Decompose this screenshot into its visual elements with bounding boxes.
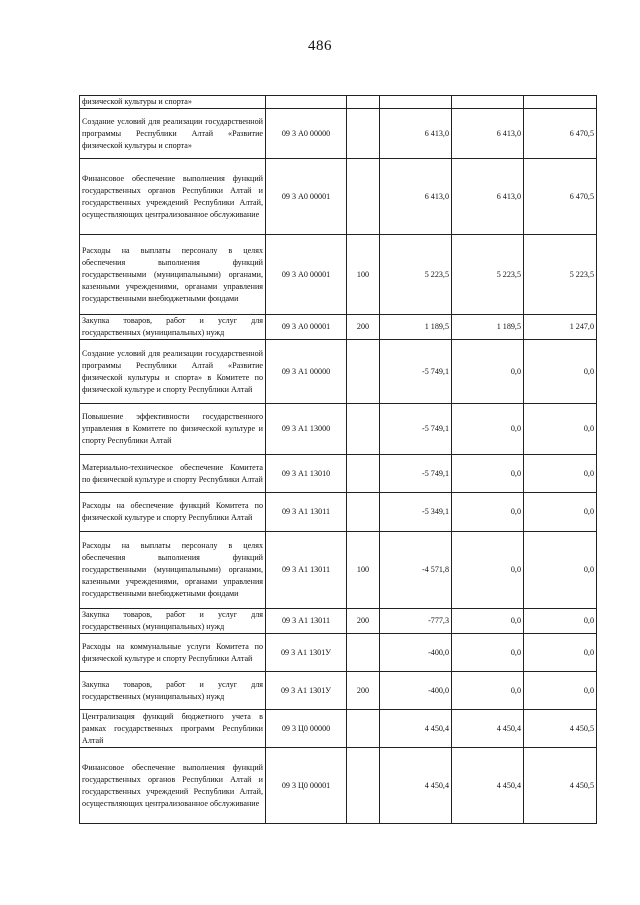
table-row	[80, 493, 597, 532]
budget-table-body	[80, 96, 597, 824]
amount-year1-cell: 1 189,5	[380, 315, 452, 340]
target-code-cell: 09 3 А0 00001	[266, 159, 347, 235]
amount-year2-cell	[452, 96, 524, 109]
amount-year2-cell: 0,0	[452, 455, 524, 493]
expense-name-cell: Расходы на выплаты персоналу в целях обеспечения выполнения функций государственными (муниципальными) органами, казенными учреждениями, органами управления государственными внебюджетными фондами	[80, 235, 266, 315]
target-code-cell: 09 3 А1 13000	[266, 404, 347, 455]
expense-name-cell: Закупка товаров, работ и услуг для государственных (муниципальных) нужд	[80, 315, 266, 340]
expense-type-cell: 200	[347, 609, 380, 634]
amount-year3-cell: 5 223,5	[524, 235, 597, 315]
expense-type-cell	[347, 710, 380, 748]
expense-type-cell	[347, 109, 380, 159]
expense-name-cell: Расходы на обеспечение функций Комитета по физической культуре и спорту Республики Алтай	[80, 493, 266, 532]
expense-type-cell	[347, 404, 380, 455]
table-row	[80, 315, 597, 340]
amount-year2-cell: 0,0	[452, 532, 524, 609]
expense-type-cell: 200	[347, 672, 380, 710]
expense-name-cell: Расходы на коммунальные услуги Комитета по физической культуре и спорту Республики Алтай	[80, 634, 266, 672]
target-code-cell: 09 3 А1 13010	[266, 455, 347, 493]
amount-year3-cell: 6 470,5	[524, 159, 597, 235]
amount-year2-cell: 0,0	[452, 672, 524, 710]
expense-type-cell	[347, 634, 380, 672]
expense-type-cell	[347, 340, 380, 404]
amount-year2-cell: 5 223,5	[452, 235, 524, 315]
amount-year1-cell: -5 349,1	[380, 493, 452, 532]
target-code-cell: 09 3 А1 1301У	[266, 634, 347, 672]
amount-year1-cell: -4 571,8	[380, 532, 452, 609]
amount-year1-cell: 6 413,0	[380, 159, 452, 235]
target-code-cell: 09 3 А1 13011	[266, 532, 347, 609]
amount-year2-cell: 0,0	[452, 340, 524, 404]
amount-year1-cell: -5 749,1	[380, 404, 452, 455]
expense-type-cell	[347, 159, 380, 235]
amount-year3-cell: 0,0	[524, 455, 597, 493]
table-row	[80, 235, 597, 315]
amount-year3-cell: 0,0	[524, 672, 597, 710]
amount-year3-cell: 0,0	[524, 532, 597, 609]
amount-year1-cell: -5 749,1	[380, 340, 452, 404]
amount-year2-cell: 1 189,5	[452, 315, 524, 340]
table-row	[80, 340, 597, 404]
target-code-cell	[266, 96, 347, 109]
amount-year2-cell: 6 413,0	[452, 109, 524, 159]
table-row	[80, 96, 597, 109]
amount-year2-cell: 0,0	[452, 609, 524, 634]
amount-year3-cell	[524, 96, 597, 109]
expense-name-cell: Закупка товаров, работ и услуг для государственных (муниципальных) нужд	[80, 672, 266, 710]
amount-year1-cell: -5 749,1	[380, 455, 452, 493]
amount-year3-cell: 6 470,5	[524, 109, 597, 159]
table-row	[80, 634, 597, 672]
table-row	[80, 748, 597, 824]
amount-year1-cell: 5 223,5	[380, 235, 452, 315]
amount-year1-cell: 6 413,0	[380, 109, 452, 159]
table-row	[80, 109, 597, 159]
expense-type-cell	[347, 748, 380, 824]
amount-year1-cell: 4 450,4	[380, 710, 452, 748]
amount-year3-cell: 0,0	[524, 404, 597, 455]
amount-year3-cell: 0,0	[524, 340, 597, 404]
amount-year3-cell: 0,0	[524, 634, 597, 672]
expense-name-cell: Финансовое обеспечение выполнения функций государственных органов Республики Алтай и государственных учреждений Республики Алтай, осуществляющих централизованное обслуживание	[80, 159, 266, 235]
target-code-cell: 09 3 Ц0 00000	[266, 710, 347, 748]
amount-year1-cell	[380, 96, 452, 109]
amount-year3-cell: 4 450,5	[524, 748, 597, 824]
table-row	[80, 532, 597, 609]
target-code-cell: 09 3 А1 1301У	[266, 672, 347, 710]
amount-year2-cell: 0,0	[452, 493, 524, 532]
amount-year1-cell: -400,0	[380, 672, 452, 710]
target-code-cell: 09 3 А1 00000	[266, 340, 347, 404]
amount-year1-cell: 4 450,4	[380, 748, 452, 824]
target-code-cell: 09 3 А0 00001	[266, 315, 347, 340]
expense-name-cell: Расходы на выплаты персоналу в целях обеспечения выполнения функций государственными (муниципальными) органами, казенными учреждениями, органами управления государственными внебюджетными фондами	[80, 532, 266, 609]
amount-year2-cell: 4 450,4	[452, 748, 524, 824]
target-code-cell: 09 3 Ц0 00001	[266, 748, 347, 824]
expense-type-cell: 100	[347, 235, 380, 315]
page-number: 486	[308, 38, 332, 54]
expense-type-cell	[347, 96, 380, 109]
table-row	[80, 159, 597, 235]
amount-year1-cell: -777,3	[380, 609, 452, 634]
target-code-cell: 09 3 А0 00000	[266, 109, 347, 159]
amount-year2-cell: 0,0	[452, 634, 524, 672]
expense-name-cell: Создание условий для реализации государственной программы Республики Алтай «Развитие физической культуры и спорта»	[80, 109, 266, 159]
expense-name-cell: Закупка товаров, работ и услуг для государственных (муниципальных) нужд	[80, 609, 266, 634]
expense-type-cell	[347, 455, 380, 493]
expense-name-cell: Централизация функций бюджетного учета в рамках государственных программ Республики Алтай	[80, 710, 266, 748]
target-code-cell: 09 3 А1 13011	[266, 493, 347, 532]
budget-table	[79, 95, 597, 824]
expense-name-cell: Повышение эффективности государственного управления в Комитете по физической культуре и спорту Республики Алтай	[80, 404, 266, 455]
amount-year2-cell: 6 413,0	[452, 159, 524, 235]
amount-year2-cell: 4 450,4	[452, 710, 524, 748]
table-row	[80, 404, 597, 455]
amount-year2-cell: 0,0	[452, 404, 524, 455]
amount-year1-cell: -400,0	[380, 634, 452, 672]
target-code-cell: 09 3 А1 13011	[266, 609, 347, 634]
expense-type-cell: 100	[347, 532, 380, 609]
amount-year3-cell: 1 247,0	[524, 315, 597, 340]
expense-type-cell	[347, 493, 380, 532]
table-row	[80, 710, 597, 748]
amount-year3-cell: 4 450,5	[524, 710, 597, 748]
expense-name-cell: физической культуры и спорта»	[80, 96, 266, 109]
expense-name-cell: Материально-техническое обеспечение Комитета по физической культуре и спорту Республики Алтай	[80, 455, 266, 493]
amount-year3-cell: 0,0	[524, 609, 597, 634]
table-row	[80, 455, 597, 493]
expense-name-cell: Финансовое обеспечение выполнения функций государственных органов Республики Алтай и государственных учреждений Республики Алтай, осуществляющих централизованное обслуживание	[80, 748, 266, 824]
expense-type-cell: 200	[347, 315, 380, 340]
amount-year3-cell: 0,0	[524, 493, 597, 532]
table-row	[80, 609, 597, 634]
table-row	[80, 672, 597, 710]
expense-name-cell: Создание условий для реализации государственной программы Республики Алтай «Развитие физической культуры и спорта» в Комитете по физической культуре и спорту Республики Алтай	[80, 340, 266, 404]
target-code-cell: 09 3 А0 00001	[266, 235, 347, 315]
